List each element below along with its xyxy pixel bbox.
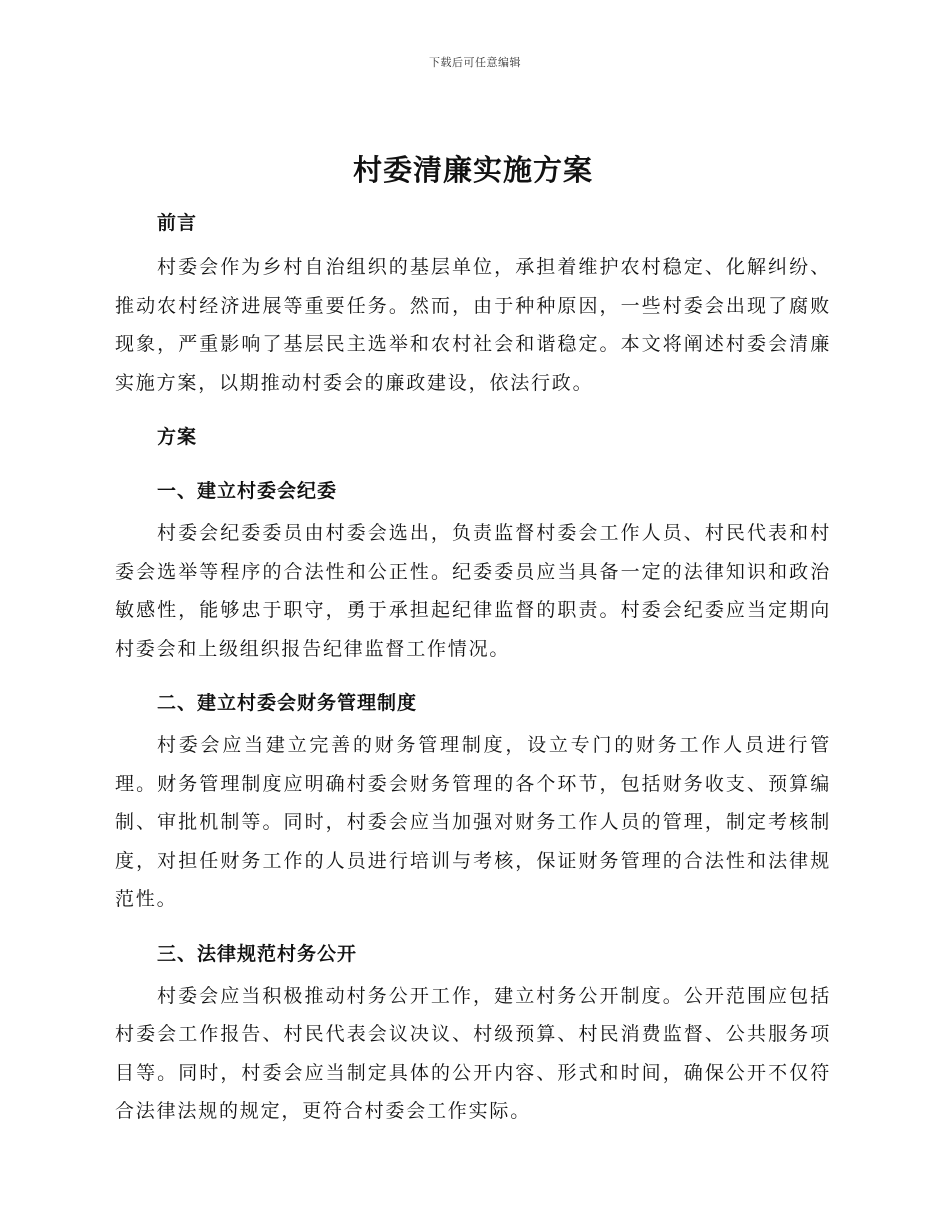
section-paragraph-village-affairs-disclosure: 村委会应当积极推动村务公开工作，建立村务公开制度。公开范围应包括村委会工作报告、村民代表会议决议、村级预算、村民消费监督、公共服务项目等。同时，村委会应当制定具体的公开内容、形式和时间，确保公开不仅符合法律法规的规定，更符合村委会工作实际。: [115, 984, 831, 1122]
section-heading-plan: 方案: [157, 426, 198, 448]
section-heading-preface: 前言: [157, 212, 198, 234]
section-heading-finance-system: 二、建立村委会财务管理制度: [157, 692, 418, 714]
section-paragraph-preface: 村委会作为乡村自治组织的基层单位，承担着维护农村稳定、化解纠纷、推动农村经济进展等重要任务。然而，由于种种原因，一些村委会出现了腐败现象，严重影响了基层民主选举和农村社会和谐稳定。本文将阐述村委会清廉实施方案，以期推动村委会的廉政建设，依法行政。: [115, 256, 831, 394]
document-body: [115, 150, 831, 1131]
section-paragraph-finance-system: 村委会应当建立完善的财务管理制度，设立专门的财务工作人员进行管理。财务管理制度应明确村委会财务管理的各个环节，包括财务收支、预算编制、审批机制等。同时，村委会应当加强对财务工作人员的管理，制定考核制度，对担任财务工作的人员进行培训与考核，保证财务管理的合法性和法律规范性。: [115, 734, 831, 910]
section-heading-village-affairs-disclosure: 三、法律规范村务公开: [157, 942, 358, 965]
section-heading-discipline-committee: 一、建立村委会纪委: [157, 480, 338, 502]
section-paragraph-discipline-committee: 村委会纪委委员由村委会选出，负责监督村委会工作人员、村民代表和村委会选举等程序的合法性和公正性。纪委委员应当具备一定的法律知识和政治敏感性，能够忠于职守，勇于承担起纪律监督的职责。村委会纪委应当定期向村委会和上级组织报告纪律监督工作情况。: [115, 522, 831, 660]
page-header-note: 下载后可任意编辑: [429, 56, 521, 69]
document-title: 村委清廉实施方案: [352, 153, 593, 187]
